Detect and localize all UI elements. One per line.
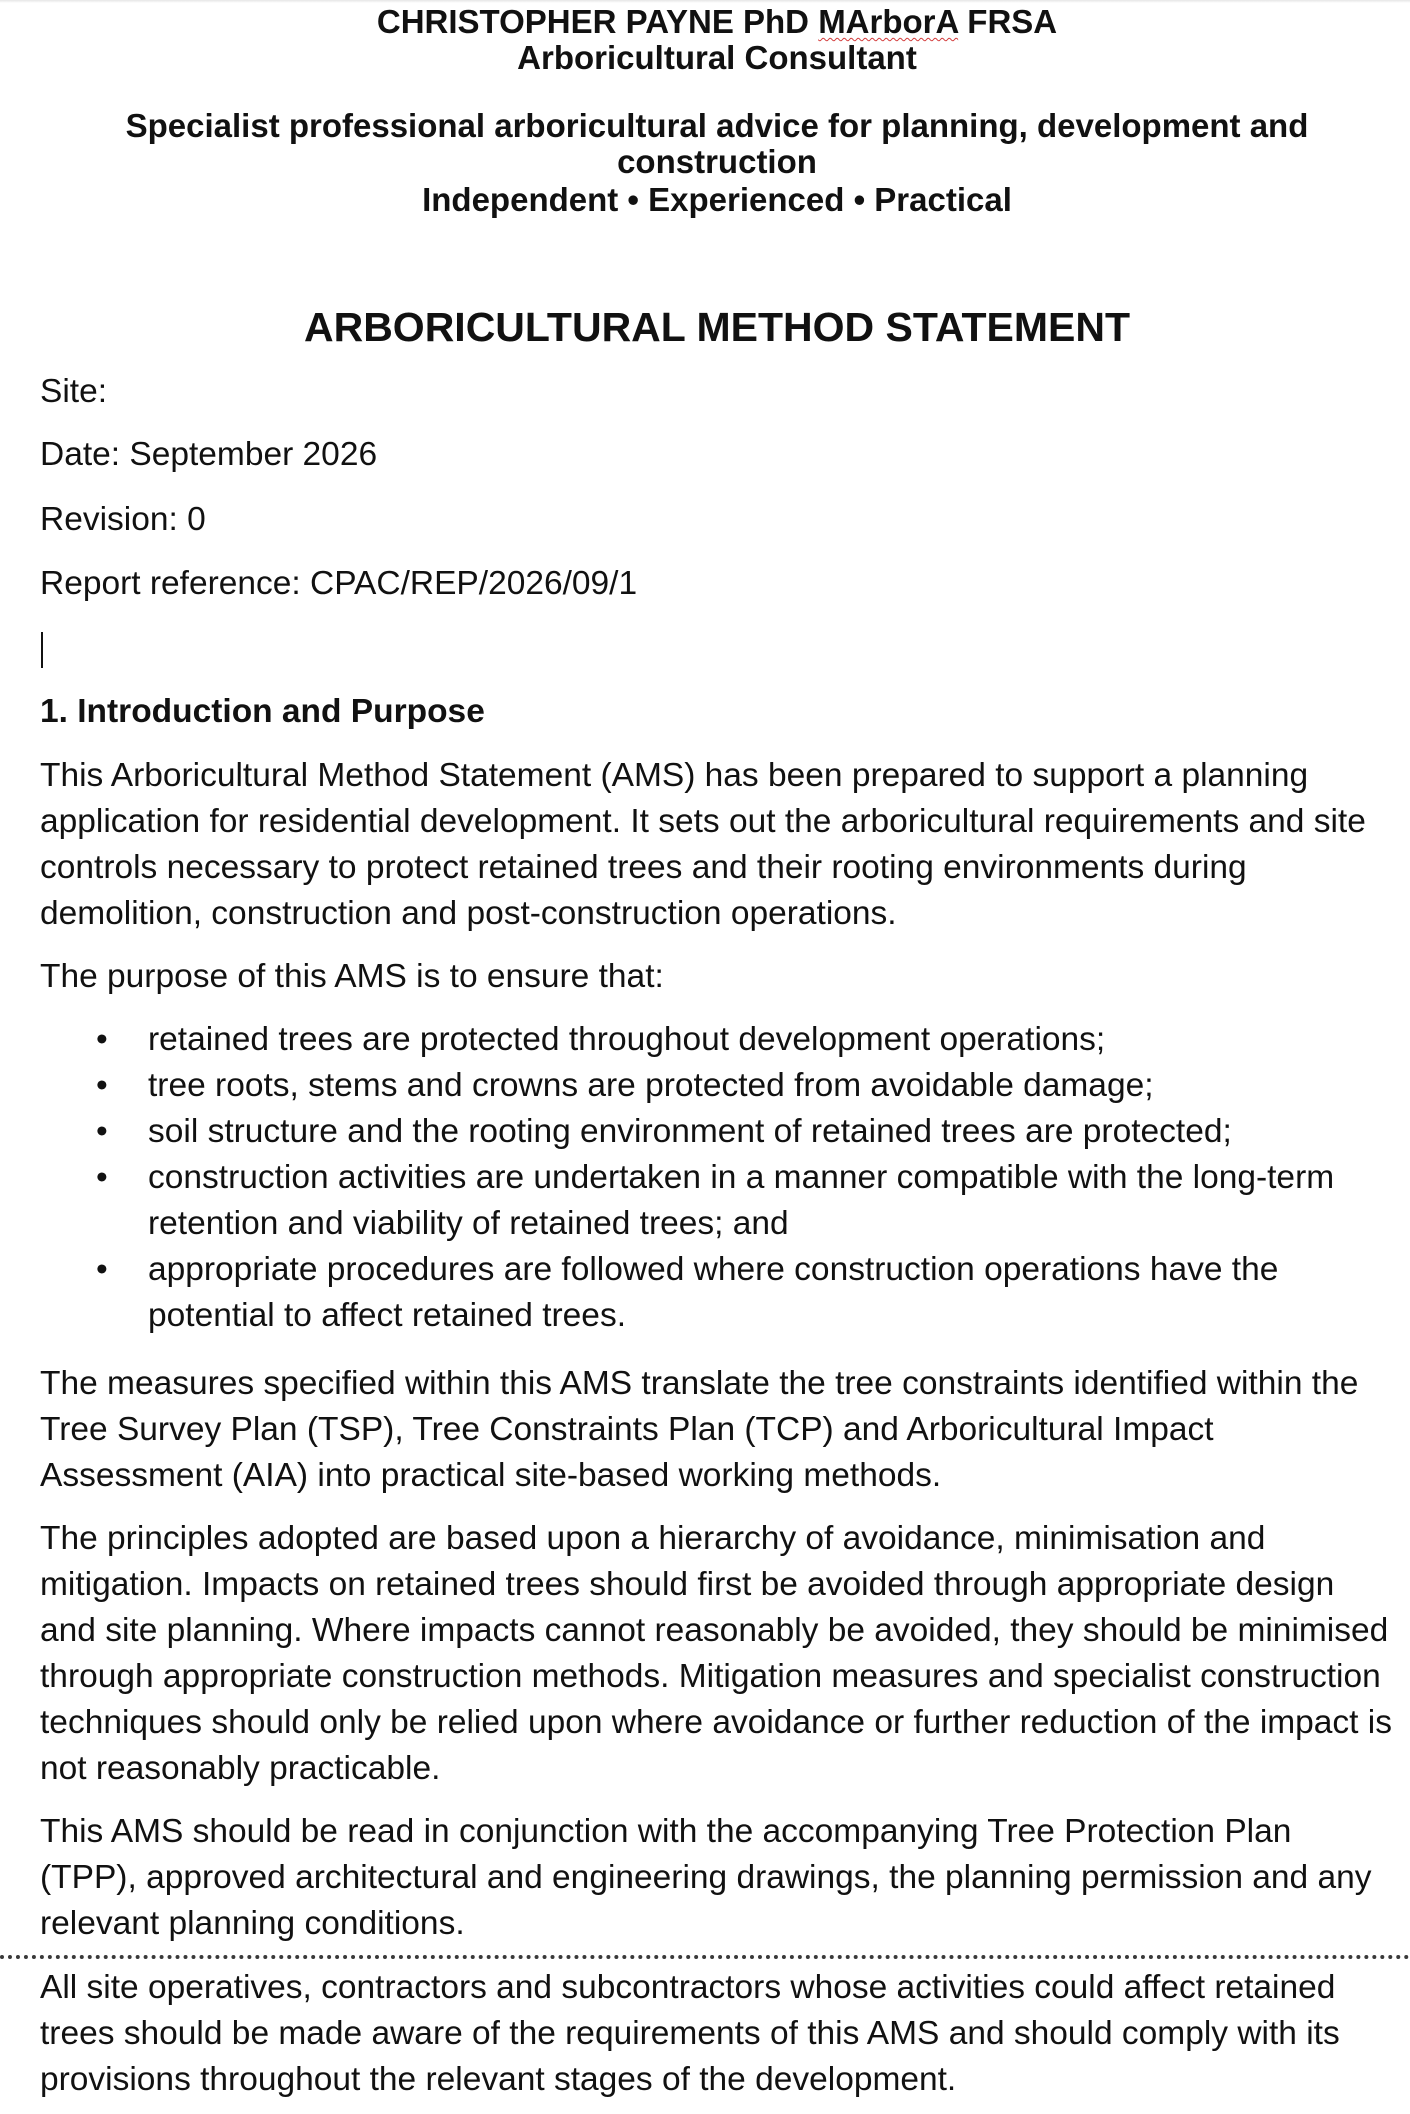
- bullet-icon: •: [96, 1251, 108, 1288]
- document-title: ARBORICULTURAL METHOD STATEMENT: [303, 304, 1130, 350]
- paragraph-text: All site operatives, contractors and subcontractors whose activities could affect retained trees should be made aware of the requirements of this AMS and should comply with its provisions throughout the relevant stages of the development.: [40, 1969, 1340, 2098]
- consultant-role: Arboricultural Consultant: [517, 39, 917, 76]
- list-item: • appropriate procedures are followed where construction operations have the potential to affect retained trees.: [40, 1247, 1380, 1339]
- site-field: Site:: [40, 373, 108, 410]
- bullet-icon: •: [96, 1067, 108, 1104]
- paragraph-principles: [40, 1516, 1395, 1792]
- report-reference-field: Report reference: CPAC/REP/2026/09/1: [40, 565, 638, 602]
- paragraph-text: The purpose of this AMS is to ensure that:: [40, 958, 664, 995]
- paragraph-measures: [40, 1361, 1395, 1499]
- date-field: Date: September 2026: [40, 436, 378, 473]
- revision-field: Revision: 0: [40, 501, 206, 538]
- paragraph-operatives: [40, 1965, 1395, 2103]
- list-item: • retained trees are protected throughout development operations;: [40, 1017, 1380, 1063]
- paragraph-text: This AMS should be read in conjunction with the accompanying Tree Protection Plan (TPP), approved architectural and engineering drawings, the planning permission and any relevant planning conditions.: [40, 1813, 1372, 1942]
- paragraph-purpose-lead: [40, 954, 1395, 1000]
- page-break-divider: [0, 1955, 1410, 1959]
- paragraph-intro: [40, 753, 1395, 937]
- text-cursor: [41, 632, 43, 668]
- bullet-icon: •: [96, 1021, 108, 1058]
- paragraph-text: This Arboricultural Method Statement (AMS) has been prepared to support a planning application for residential development. It sets out the arboricultural requirements and site controls necessary to protect retained trees and their rooting environments during demolition, construction and post-construction operations.: [40, 757, 1366, 932]
- consultant-specialism: Specialist professional arboricultural advice for planning, development and construction: [125, 107, 1309, 180]
- purpose-bullet-list: [40, 1017, 1380, 1339]
- list-item: • soil structure and the rooting environment of retained trees are protected;: [40, 1109, 1380, 1155]
- list-item: • tree roots, stems and crowns are protected from avoidable damage;: [40, 1063, 1380, 1109]
- section-heading: 1. Introduction and Purpose: [40, 693, 485, 730]
- paragraph-text: The measures specified within this AMS translate the tree constraints identified within the Tree Survey Plan (TSP), Tree Constraints Plan (TCP) and Arboricultural Impact Assessment (AIA) into practical site-based working methods.: [40, 1365, 1359, 1494]
- list-item: • construction activities are undertaken in a manner compatible with the long-term retention and viability of retained trees; and: [40, 1155, 1380, 1247]
- bullet-icon: •: [96, 1159, 108, 1196]
- paragraph-text: The principles adopted are based upon a hierarchy of avoidance, minimisation and mitigation. Impacts on retained trees should first be avoided through appropriate design and site planning. Where impacts cannot reasonably be avoided, they should be minimised through appropriate construction methods. Mitigation measures and specialist construction techniques should only be relied upon where avoidance or further reduction of the impact is not reasonably practicable.: [40, 1520, 1392, 1787]
- paragraph-read-with: [40, 1809, 1395, 1947]
- consultant-tagline: Independent • Experienced • Practical: [422, 181, 1012, 218]
- spelling-flagged-word[interactable]: MArborA: [818, 3, 959, 40]
- bullet-icon: •: [96, 1113, 108, 1150]
- consultant-name: CHRISTOPHER PAYNE PhD MArborA FRSA: [376, 3, 1058, 40]
